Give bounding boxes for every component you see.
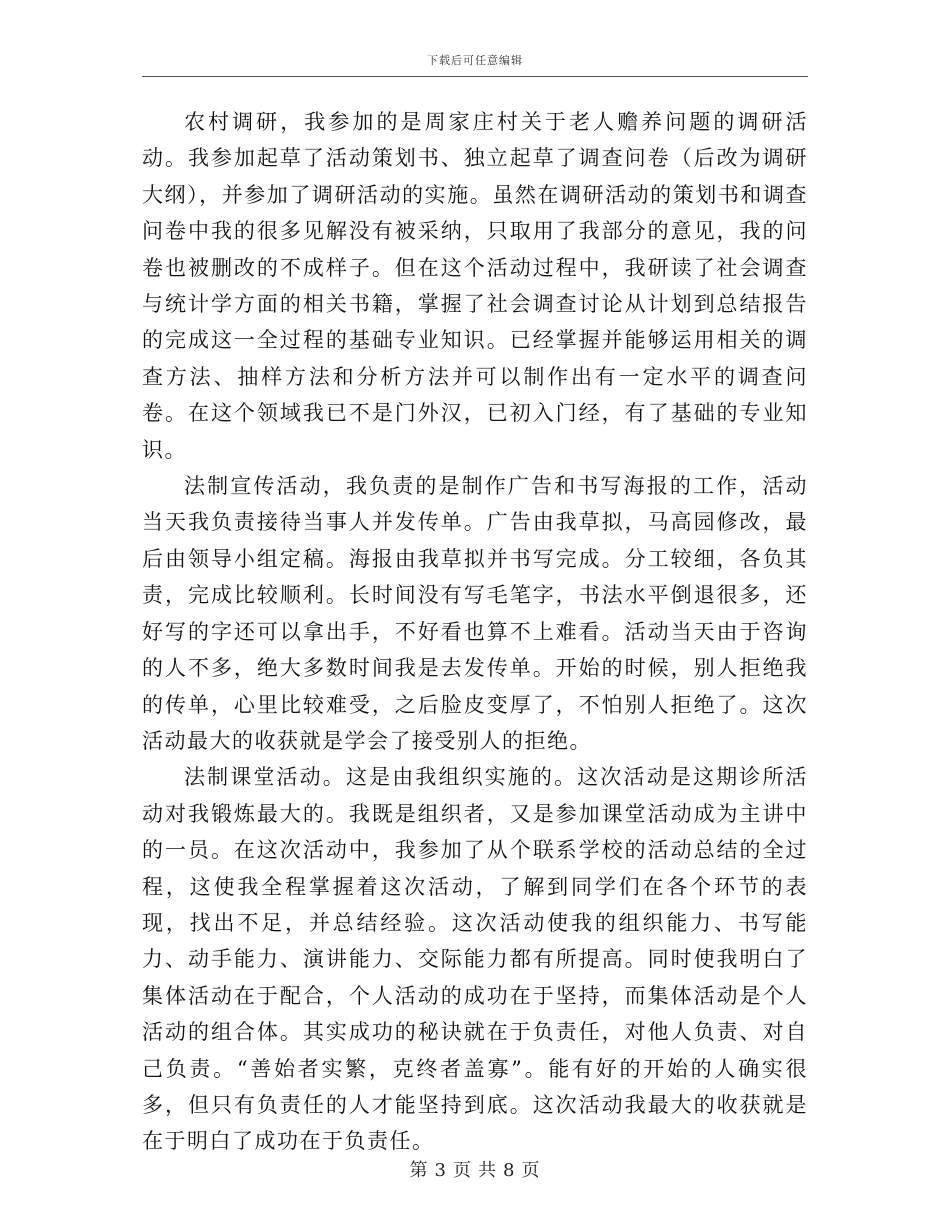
page-header: 下载后可任意编辑 — [427, 54, 523, 67]
page-footer — [0, 1156, 950, 1182]
paragraph-rural-survey: 农村调研，我参加的是周家庄村关于老人赡养问题的调研活动。我参加起草了活动策划书、独立起草了调查问卷（后改为调研大纲），并参加了调研活动的实施。虽然在调研活动的策划书和调查问卷中我的很多见解没有被采纳，只取用了我部分的意见，我的问卷也被删改的不成样子。但在这个活动过程中，我研读了社会调查与统计学方面的相关书籍，掌握了社会调查讨论从计划到总结报告的完成这一全过程的基础专业知识。已经掌握并能够运用相关的调查方法、抽样方法和分析方法并可以制作出有一定水平的调查问卷。在这个领域我已不是门外汉，已初入门经，有了基础的专业知识。 — [142, 110, 808, 462]
footer-label-total-unit: 页 — [521, 1160, 541, 1181]
paragraph-legal-publicity: 法制宣传活动，我负责的是制作广告和书写海报的工作，活动当天我负责接待当事人并发传单。广告由我草拟，马高园修改，最后由领导小组定稿。海报由我草拟并书写完成。分工较细，各负其责，完成比较顺利。长时间没有写毛笔字，书法水平倒退很多，还好写的字还可以拿出手，不好看也算不上难看。活动当天由于咨询的人不多，绝大多数时间我是去发传单。开始的时候，别人拒绝我的传单，心里比较难受，之后脸皮变厚了，不怕别人拒绝了。这次活动最大的收获就是学会了接受别人的拒绝。 — [142, 474, 808, 753]
footer-label-page: 第 — [409, 1160, 429, 1181]
header-divider — [142, 76, 808, 77]
footer-current-page: 3 — [434, 1160, 447, 1181]
footer-total-pages: 8 — [503, 1160, 516, 1181]
document-body — [142, 104, 808, 1160]
footer-label-total: 共 — [478, 1160, 497, 1181]
paragraph-legal-classroom: 法制课堂活动。这是由我组织实施的。这次活动是这期诊所活动对我锻炼最大的。我既是组织者，又是参加课堂活动成为主讲中的一员。在这次活动中，我参加了从个联系学校的活动总结的全过程，这使我全程掌握着这次活动，了解到同学们在各个环节的表现，找出不足，并总结经验。这次活动使我的组织能力、书写能力、动手能力、演讲能力、交际能力都有所提高。同时使我明白了集体活动在于配合，个人活动的成功在于坚持，而集体活动是个人活动的组合体。其实成功的秘诀就在于负责任，对他人负责、对自己负责。“善始者实繁，克终者盖寡”。能有好的开始的人确实很多，但只有负责任的人才能坚持到底。这次活动我最大的收获就是在于明白了成功在于负责任。 — [142, 765, 808, 1154]
footer-label-page-unit: 页 — [453, 1160, 472, 1181]
